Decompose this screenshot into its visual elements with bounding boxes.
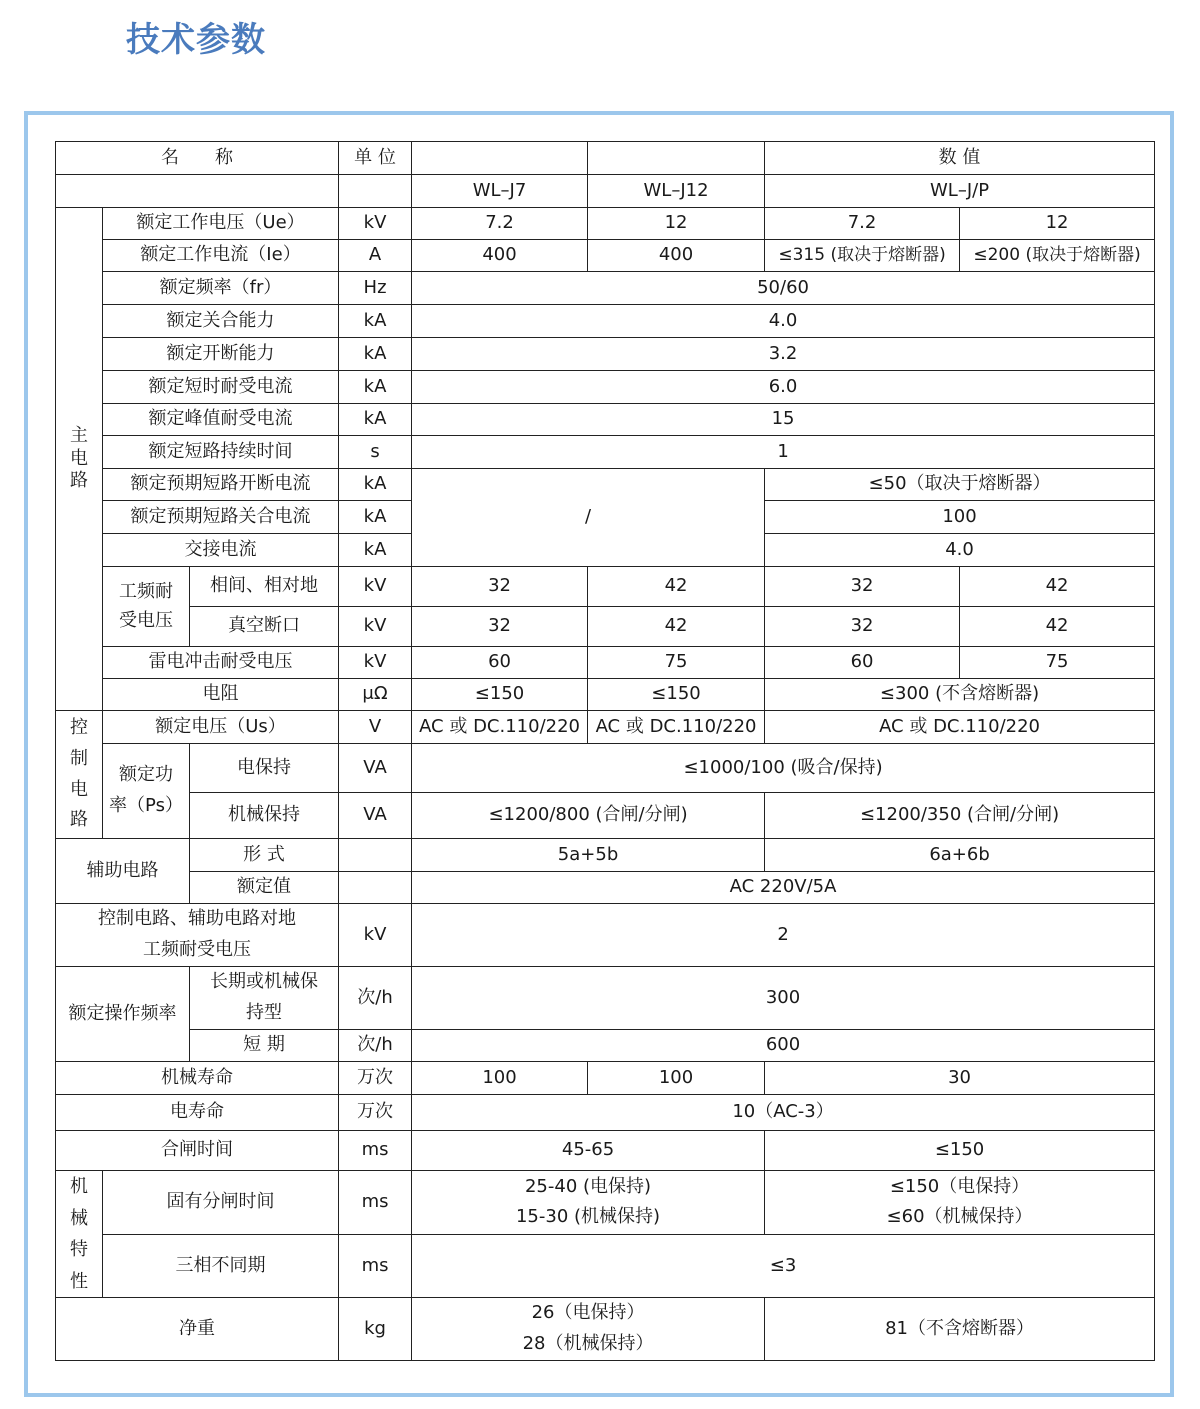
param-name: 交接电流 (103, 534, 339, 567)
param-unit: A (339, 240, 412, 272)
param-value: 100 (412, 1062, 588, 1095)
param-value: 100 (765, 501, 1155, 534)
param-value: 60 (412, 647, 588, 679)
param-value: 42 (588, 567, 765, 607)
param-unit: Hz (339, 272, 412, 305)
param-name: 电寿命 (56, 1095, 339, 1131)
param-name: 额定开断能力 (103, 338, 339, 371)
param-name: 额定工作电压（Ue） (103, 208, 339, 240)
param-name: 短 期 (190, 1030, 339, 1062)
model-row (56, 175, 1155, 208)
param-value: ≤315 (取决于熔断器) (765, 240, 960, 272)
param-value: 30 (765, 1062, 1155, 1095)
header-blank (588, 142, 765, 175)
param-value: 12 (960, 208, 1155, 240)
param-unit: 次/h (339, 967, 412, 1030)
main-circuit-group: 主 电 路 (56, 208, 103, 711)
table-row (56, 567, 1155, 607)
param-name: 额定短时耐受电流 (103, 371, 339, 404)
param-name: 额定值 (190, 872, 339, 904)
param-value: 1 (412, 436, 1155, 469)
param-unit: kA (339, 501, 412, 534)
param-value: 42 (960, 567, 1155, 607)
param-value: ≤150（电保持） ≤60（机械保持） (765, 1171, 1155, 1235)
param-name: 额定电压（Us） (103, 711, 339, 744)
param-value: 300 (412, 967, 1155, 1030)
param-value: ≤150 (588, 679, 765, 711)
param-value: ≤150 (412, 679, 588, 711)
param-name: 额定预期短路关合电流 (103, 501, 339, 534)
param-unit: 万次 (339, 1095, 412, 1131)
param-name: 形 式 (190, 839, 339, 872)
param-name: 额定频率（fr） (103, 272, 339, 305)
param-value: 2 (412, 904, 1155, 967)
param-value: ≤1000/100 (吸合/保持) (412, 744, 1155, 793)
table-row (56, 711, 1155, 744)
param-value: 32 (765, 567, 960, 607)
table-row (56, 1062, 1155, 1095)
page-title: 技术参数 (126, 20, 266, 60)
param-unit: kA (339, 305, 412, 338)
table-row (56, 469, 1155, 501)
param-name: 电保持 (190, 744, 339, 793)
table-row (56, 1095, 1155, 1131)
param-name: 固有分闸时间 (103, 1171, 339, 1235)
param-value: AC 或 DC.110/220 (765, 711, 1155, 744)
param-value: 50/60 (412, 272, 1155, 305)
param-unit: kA (339, 371, 412, 404)
param-value: ≤150 (765, 1131, 1155, 1171)
param-unit: kA (339, 534, 412, 567)
param-name: 额定工作电流（Ie） (103, 240, 339, 272)
param-unit: kA (339, 338, 412, 371)
header-unit: 单 位 (339, 142, 412, 175)
table-row (56, 967, 1155, 1030)
param-value: 400 (412, 240, 588, 272)
param-value: 6a+6b (765, 839, 1155, 872)
param-unit (339, 839, 412, 872)
spec-table (55, 141, 1155, 1361)
table-row (56, 208, 1155, 240)
param-value: 15 (412, 404, 1155, 436)
param-value: ≤1200/350 (合闸/分闸) (765, 793, 1155, 839)
param-value: AC 或 DC.110/220 (412, 711, 588, 744)
param-value: 45-65 (412, 1131, 765, 1171)
table-row (56, 904, 1155, 967)
param-name: 合闸时间 (56, 1131, 339, 1171)
model-wl-jp: WL–J/P (765, 175, 1155, 208)
param-unit: ms (339, 1131, 412, 1171)
model-blank (339, 175, 412, 208)
param-name: 三相不同期 (103, 1234, 339, 1297)
param-value: 32 (412, 607, 588, 647)
param-value: 60 (765, 647, 960, 679)
table-row (56, 404, 1155, 436)
param-name: 额定预期短路开断电流 (103, 469, 339, 501)
param-value: ≤200 (取决于熔断器) (960, 240, 1155, 272)
param-value: AC 220V/5A (412, 872, 1155, 904)
param-unit: kg (339, 1298, 412, 1361)
param-unit: 万次 (339, 1062, 412, 1095)
param-value: 7.2 (765, 208, 960, 240)
param-unit: ms (339, 1234, 412, 1297)
mech-characteristics-group: 机 械 特 性 (56, 1171, 103, 1298)
param-value: 75 (588, 647, 765, 679)
header-value: 数 值 (765, 142, 1155, 175)
param-unit: VA (339, 744, 412, 793)
param-value: 81（不含熔断器） (765, 1298, 1155, 1361)
param-name: 长期或机械保 持型 (190, 967, 339, 1030)
table-row (56, 240, 1155, 272)
op-freq-group: 额定操作频率 (56, 967, 190, 1062)
table-row (56, 1131, 1155, 1171)
param-value: 42 (960, 607, 1155, 647)
header-blank (412, 142, 588, 175)
param-value: 400 (588, 240, 765, 272)
param-unit: μΩ (339, 679, 412, 711)
table-row (56, 371, 1155, 404)
param-name: 额定峰值耐受电流 (103, 404, 339, 436)
param-unit: s (339, 436, 412, 469)
param-unit: V (339, 711, 412, 744)
power-freq-withstand-group: 工频耐 受电压 (103, 567, 190, 647)
param-value: 32 (412, 567, 588, 607)
param-unit: VA (339, 793, 412, 839)
aux-circuit-group: 辅助电路 (56, 839, 190, 904)
param-unit (339, 872, 412, 904)
param-value: 100 (588, 1062, 765, 1095)
param-value: 3.2 (412, 338, 1155, 371)
param-value: 7.2 (412, 208, 588, 240)
param-name: 机械寿命 (56, 1062, 339, 1095)
param-name: 净重 (56, 1298, 339, 1361)
param-value: 6.0 (412, 371, 1155, 404)
param-value: 10（AC-3） (412, 1095, 1155, 1131)
param-unit: kA (339, 404, 412, 436)
param-name: 控制电路、辅助电路对地 工频耐受电压 (56, 904, 339, 967)
model-wl-j7: WL–J7 (412, 175, 588, 208)
param-unit: 次/h (339, 1030, 412, 1062)
param-name: 雷电冲击耐受电压 (103, 647, 339, 679)
param-name: 相间、相对地 (190, 567, 339, 607)
table-row (56, 872, 1155, 904)
param-value: 12 (588, 208, 765, 240)
param-unit: ms (339, 1171, 412, 1235)
param-name: 真空断口 (190, 607, 339, 647)
table-row (56, 305, 1155, 338)
param-value: 26（电保持） 28（机械保持） (412, 1298, 765, 1361)
header-name: 名 称 (56, 142, 339, 175)
param-unit: kV (339, 567, 412, 607)
rated-power-group: 额定功 率（Ps） (103, 744, 190, 839)
param-value: ≤1200/800 (合闸/分闸) (412, 793, 765, 839)
param-name: 电阻 (103, 679, 339, 711)
table-row (56, 436, 1155, 469)
param-value: 25-40 (电保持) 15-30 (机械保持) (412, 1171, 765, 1235)
table-row (56, 338, 1155, 371)
param-value: AC 或 DC.110/220 (588, 711, 765, 744)
table-row (56, 839, 1155, 872)
table-row (56, 679, 1155, 711)
table-row (56, 1030, 1155, 1062)
table-row (56, 607, 1155, 647)
param-value: 4.0 (412, 305, 1155, 338)
param-unit: kV (339, 904, 412, 967)
param-unit: kV (339, 647, 412, 679)
table-row (56, 1234, 1155, 1297)
param-name: 机械保持 (190, 793, 339, 839)
table-row (56, 793, 1155, 839)
param-value: 5a+5b (412, 839, 765, 872)
model-wl-j12: WL–J12 (588, 175, 765, 208)
table-row (56, 1171, 1155, 1235)
table-row (56, 272, 1155, 305)
param-unit: kV (339, 208, 412, 240)
not-applicable: / (412, 469, 765, 567)
table-row (56, 1298, 1155, 1361)
param-value: ≤50（取决于熔断器） (765, 469, 1155, 501)
param-value: ≤3 (412, 1234, 1155, 1297)
param-value: 32 (765, 607, 960, 647)
param-name: 额定关合能力 (103, 305, 339, 338)
model-blank (56, 175, 339, 208)
control-circuit-group: 控 制 电 路 (56, 711, 103, 839)
table-row (56, 647, 1155, 679)
param-value: ≤300 (不含熔断器) (765, 679, 1155, 711)
table-row (56, 744, 1155, 793)
param-value: 42 (588, 607, 765, 647)
param-value: 4.0 (765, 534, 1155, 567)
param-value: 75 (960, 647, 1155, 679)
param-unit: kA (339, 469, 412, 501)
param-value: 600 (412, 1030, 1155, 1062)
header-row (56, 142, 1155, 175)
param-unit: kV (339, 607, 412, 647)
param-name: 额定短路持续时间 (103, 436, 339, 469)
